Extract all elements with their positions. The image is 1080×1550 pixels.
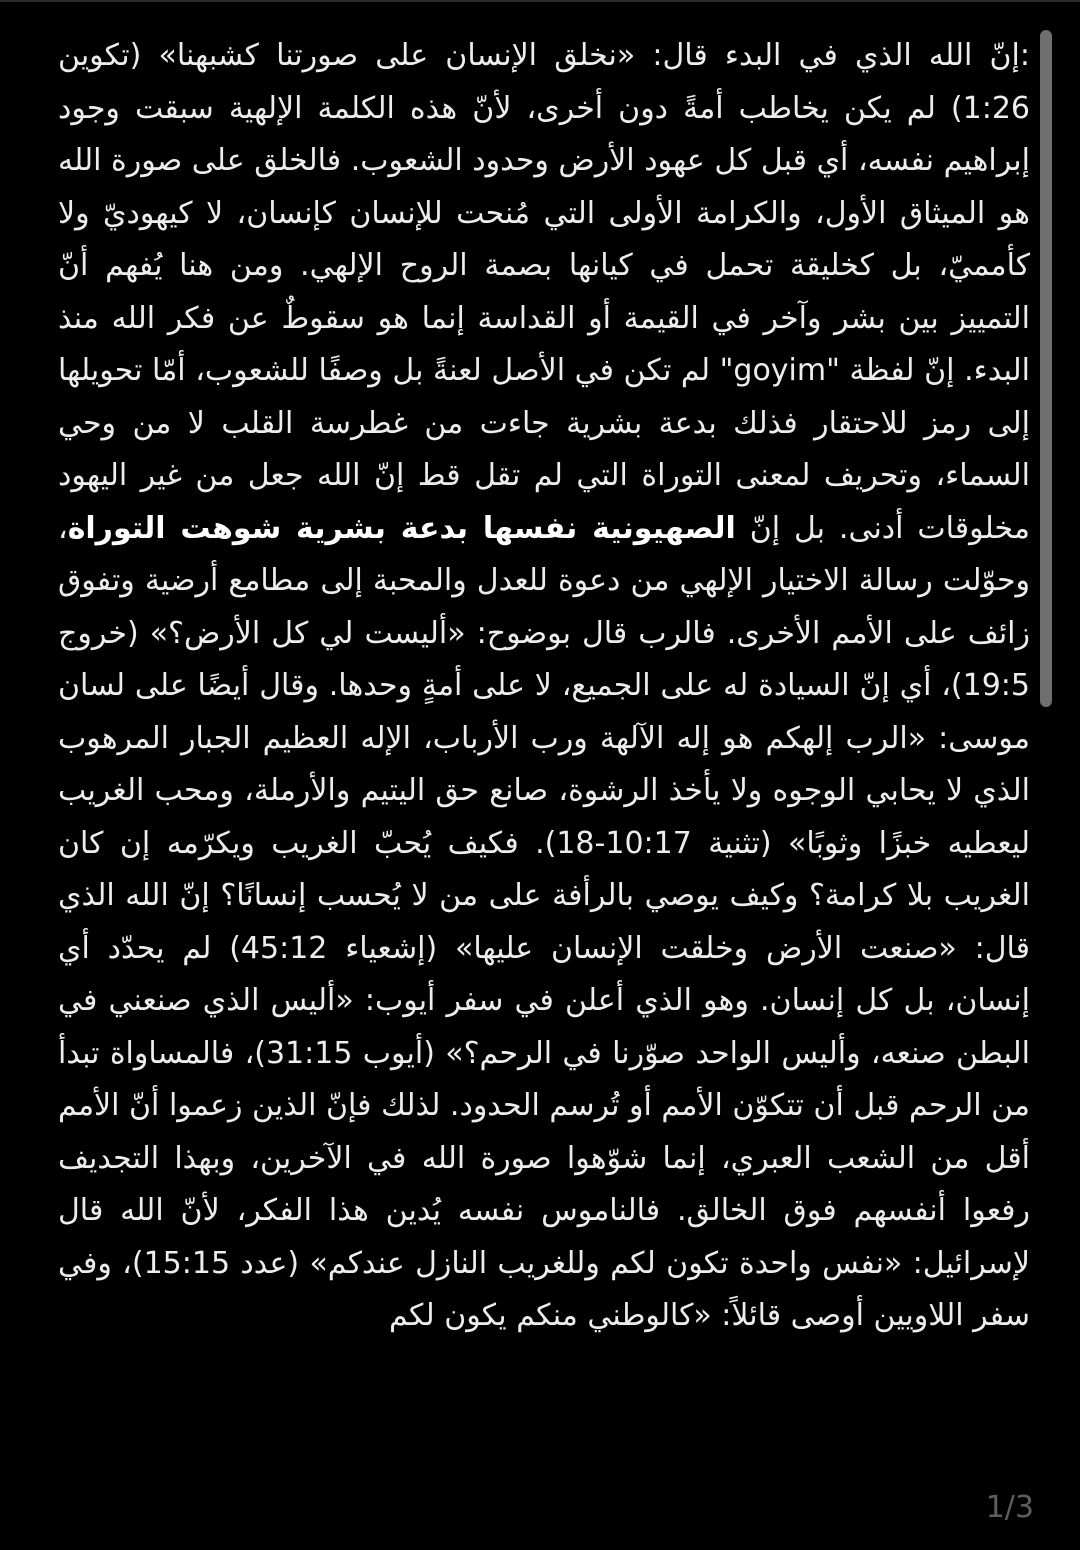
- article-paragraph-rest: ، وحوّلت رسالة الاختيار الإلهي من دعوة للعدل والمحبة إلى مطامع أرضية وتفوق زائف على الأمم الأخرى. فالرب قال بوضوح: «أليست لي كل الأرض؟» (خروج 19:5)، أي إنّ السيادة له على الجميع، لا على أمةٍ وحدها. وقال أيضًا على لسان موسى: «الرب إلهكم هو إله الآلهة ورب الأرباب، الإله العظيم الجبار المرهوب الذي لا يحابي الوجوه ولا يأخذ الرشوة، صانع حق اليتيم والأرملة، ومحب الغريب ليعطيه خبزًا وثوبًا» (تثنية 10:17-18). فكيف يُحبّ الغريب ويكرّمه إن كان الغريب بلا كرامة؟ وكيف يوصي بالرأفة على من لا يُحسب إنسانًا؟ إنّ الله الذي قال: «صنعت الأرض وخلقت الإنسان عليها» (إشعياء 45:12) لم يحدّد أي إنسان، بل كل إنسان. وهو الذي أعلن في سفر أيوب: «أليس الذي صنعني في البطن صنعه، وأليس الواحد صوّرنا في الرحم؟» (أيوب 31:15)، فالمساواة تبدأ من الرحم قبل أن تتكوّن الأمم أو تُرسم الحدود. لذلك فإنّ الذين زعموا أنّ الأمم أقل من الشعب العبري، إنما شوّهوا صورة الله في الآخرين، وبهذا التجديف رفعوا أنفسهم فوق الخالق. فالناموس نفسه يُدين هذا الفكر، لأنّ الله قال لإسرائيل: «نفس واحدة تكون لكم وللغريب النازل عندكم» (عدد 15:15)، وفي سفر اللاويين أوصى قائلاً: «كالوطني منكم يكون لكم: [58, 510, 1030, 1333]
- page-indicator: 1/3: [985, 1490, 1034, 1525]
- scrollbar-track[interactable]: [1040, 30, 1052, 1470]
- article-paragraph-start: :إنّ الله الذي في البدء قال: «نخلق الإنسان على صورتنا كشبهنا» (تكوين 1:26) لم يكن يخاطب أمةً دون أخرى، لأنّ هذه الكلمة الإلهية سبقت وجود إبراهيم نفسه، أي قبل كل عهود الأرض وحدود الشعوب. فالخلق على صورة الله هو الميثاق الأول، والكرامة الأولى التي مُنحت للإنسان كإنسان، لا كيهوديّ ولا كأمميّ، بل كخليقة تحمل في كيانها بصمة الروح الإلهي. ومن هنا يُفهم أنّ التمييز بين بشر وآخر في القيمة أو القداسة إنما هو سقوطٌ عن فكر الله منذ البدء. إنّ لفظة "goyim" لم تكن في الأصل لعنةً بل وصفًا للشعوب، أمّا تحويلها إلى رمز للاحتقار فذلك بدعة بشرية جاءت من غطرسة القلب لا من وحي السماء، وتحريف لمعنى التوراة التي لم تقل قط إنّ الله جعل من غير اليهود مخلوقات أدنى. بل إنّ: [58, 38, 1030, 546]
- article-text: [58, 30, 1030, 1470]
- article-bold-phrase: الصهيونية نفسها بدعة بشرية شوهت التوراة: [67, 510, 736, 546]
- scrollbar-thumb[interactable]: [1040, 30, 1052, 707]
